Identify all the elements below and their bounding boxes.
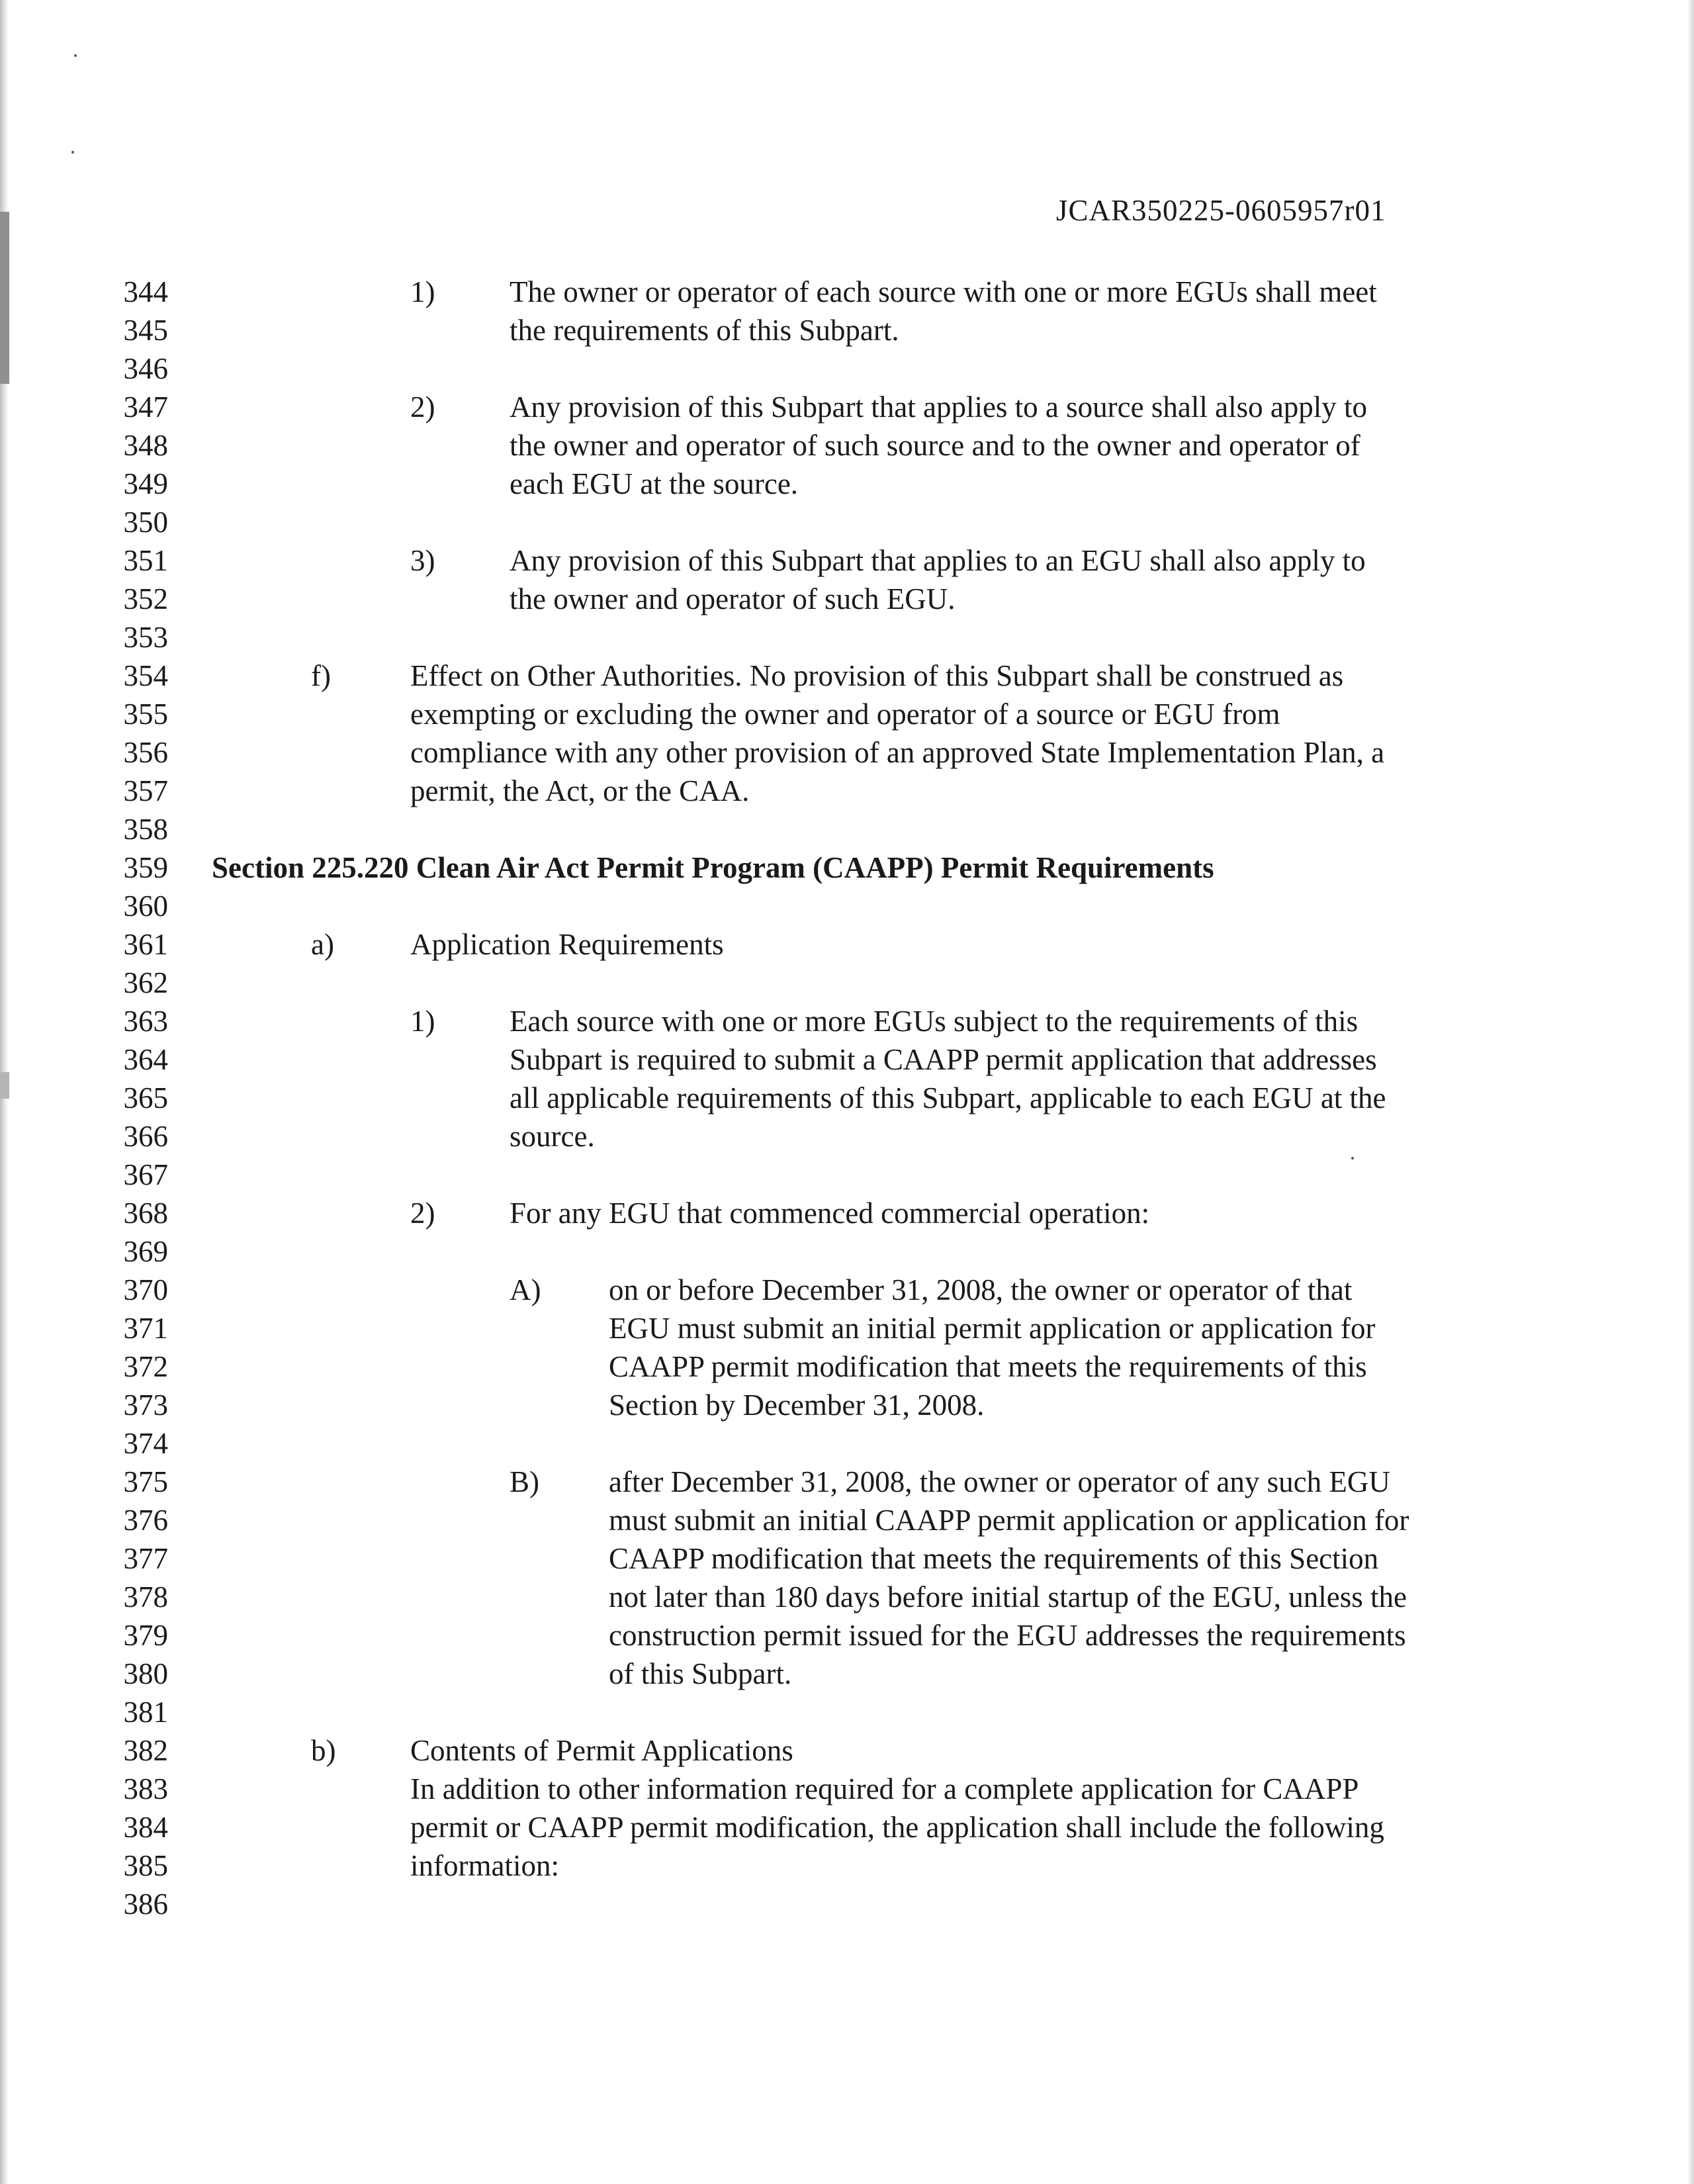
line-number: 384 [123,1811,168,1844]
paragraph-line: Effect on Other Authorities. No provision of this Subpart shall be construed as [410,659,1344,692]
line-number: 351 [123,544,168,577]
line-number: 380 [123,1657,168,1690]
item-label: f) [311,659,331,692]
line-number: 349 [123,467,168,500]
line-number: 383 [123,1772,168,1805]
paragraph-line: source. [510,1120,595,1153]
paragraph-line: Section by December 31, 2008. [609,1388,985,1422]
line-number: 372 [123,1350,168,1383]
line-number: 347 [123,390,168,424]
line-number: 368 [123,1197,168,1230]
document-id: JCAR350225-0605957r01 [1056,194,1386,227]
line-number: 363 [123,1005,168,1038]
line-number: 378 [123,1580,168,1614]
line-number: 379 [123,1619,168,1652]
paragraph-line: the owner and operator of such EGU. [510,582,956,615]
line-number: 353 [123,621,168,654]
scan-speck [74,54,77,57]
paragraph-line: compliance with any other provision of an approved State Implementation Plan, a [410,736,1385,769]
paragraph-line: permit, the Act, or the CAA. [410,774,750,807]
scan-speck [1351,1157,1354,1160]
line-number: 366 [123,1120,168,1153]
line-number: 374 [123,1427,168,1460]
line-number: 350 [123,506,168,539]
paragraph-line: not later than 180 days before initial startup of the EGU, unless the [609,1580,1407,1614]
line-number: 352 [123,582,168,615]
line-number: 357 [123,774,168,807]
line-number: 375 [123,1465,168,1498]
line-number: 365 [123,1081,168,1115]
line-number: 386 [123,1888,168,1921]
paragraph-line: information: [410,1849,559,1882]
line-number: 344 [123,275,168,308]
section-heading: Section 225.220 Clean Air Act Permit Program (CAAPP) Permit Requirements [212,851,1214,884]
paragraph-line: all applicable requirements of this Subpart, applicable to each EGU at the [510,1081,1386,1115]
subsection-title: Contents of Permit Applications [410,1734,793,1767]
paragraph-line: construction permit issued for the EGU addresses the requirements [609,1619,1406,1652]
scan-shadow-band [0,1072,9,1099]
line-number: 377 [123,1542,168,1575]
line-number: 373 [123,1388,168,1422]
paragraph-line: Each source with one or more EGUs subject to the requirements of this [510,1005,1359,1038]
paragraph-line: on or before December 31, 2008, the owner or operator of that [609,1273,1353,1306]
item-label: 1) [410,1005,435,1038]
paragraph-line: Subpart is required to submit a CAAPP permit application that addresses [510,1043,1377,1076]
paragraph-line: permit or CAAPP permit modification, the application shall include the following [410,1811,1384,1844]
paragraph-line: CAAPP modification that meets the requirements of this Section [609,1542,1379,1575]
item-label: 3) [410,544,435,577]
paragraph-line: For any EGU that commenced commercial operation: [510,1197,1150,1230]
line-number: 361 [123,928,168,961]
line-number: 364 [123,1043,168,1076]
line-number: 355 [123,698,168,731]
subsection-title: Application Requirements [410,928,724,961]
line-number: 346 [123,352,168,385]
paragraph-line: of this Subpart. [609,1657,792,1690]
paragraph-line: The owner or operator of each source with one or more EGUs shall meet [510,275,1377,308]
item-label: a) [311,928,334,961]
line-number: 359 [123,851,168,884]
paragraph-line: Any provision of this Subpart that applies to a source shall also apply to [510,390,1368,424]
paragraph-line: exempting or excluding the owner and operator of a source or EGU from [410,698,1280,731]
paragraph-line: the requirements of this Subpart. [510,314,899,347]
scan-edge-left [0,0,9,2184]
scan-speck [71,151,74,154]
paragraph-line: the owner and operator of such source and to the owner and operator of [510,429,1360,462]
line-number: 385 [123,1849,168,1882]
paragraph-line: Any provision of this Subpart that applies to an EGU shall also apply to [510,544,1366,577]
line-number: 371 [123,1312,168,1345]
line-number: 369 [123,1235,168,1268]
line-number: 362 [123,966,168,999]
paragraph-line: CAAPP permit modification that meets the requirements of this [609,1350,1367,1383]
line-number: 354 [123,659,168,692]
item-label: A) [510,1273,541,1306]
item-label: B) [510,1465,539,1498]
item-label: b) [311,1734,336,1767]
line-number: 348 [123,429,168,462]
scan-edge-right [1687,0,1694,2184]
line-number: 358 [123,813,168,846]
item-label: 2) [410,390,435,424]
line-number: 381 [123,1696,168,1729]
scan-shadow-band [0,212,9,384]
paragraph-line: each EGU at the source. [510,467,799,500]
line-number: 345 [123,314,168,347]
paragraph-line: EGU must submit an initial permit application or application for [609,1312,1376,1345]
line-number: 382 [123,1734,168,1767]
paragraph-line: after December 31, 2008, the owner or operator of any such EGU [609,1465,1390,1498]
line-number: 356 [123,736,168,769]
line-number: 376 [123,1504,168,1537]
item-label: 2) [410,1197,435,1230]
line-number: 367 [123,1158,168,1191]
line-number: 370 [123,1273,168,1306]
item-label: 1) [410,275,435,308]
paragraph-line: In addition to other information required for a complete application for CAAPP [410,1772,1359,1805]
paragraph-line: must submit an initial CAAPP permit application or application for [609,1504,1409,1537]
line-number: 360 [123,889,168,923]
